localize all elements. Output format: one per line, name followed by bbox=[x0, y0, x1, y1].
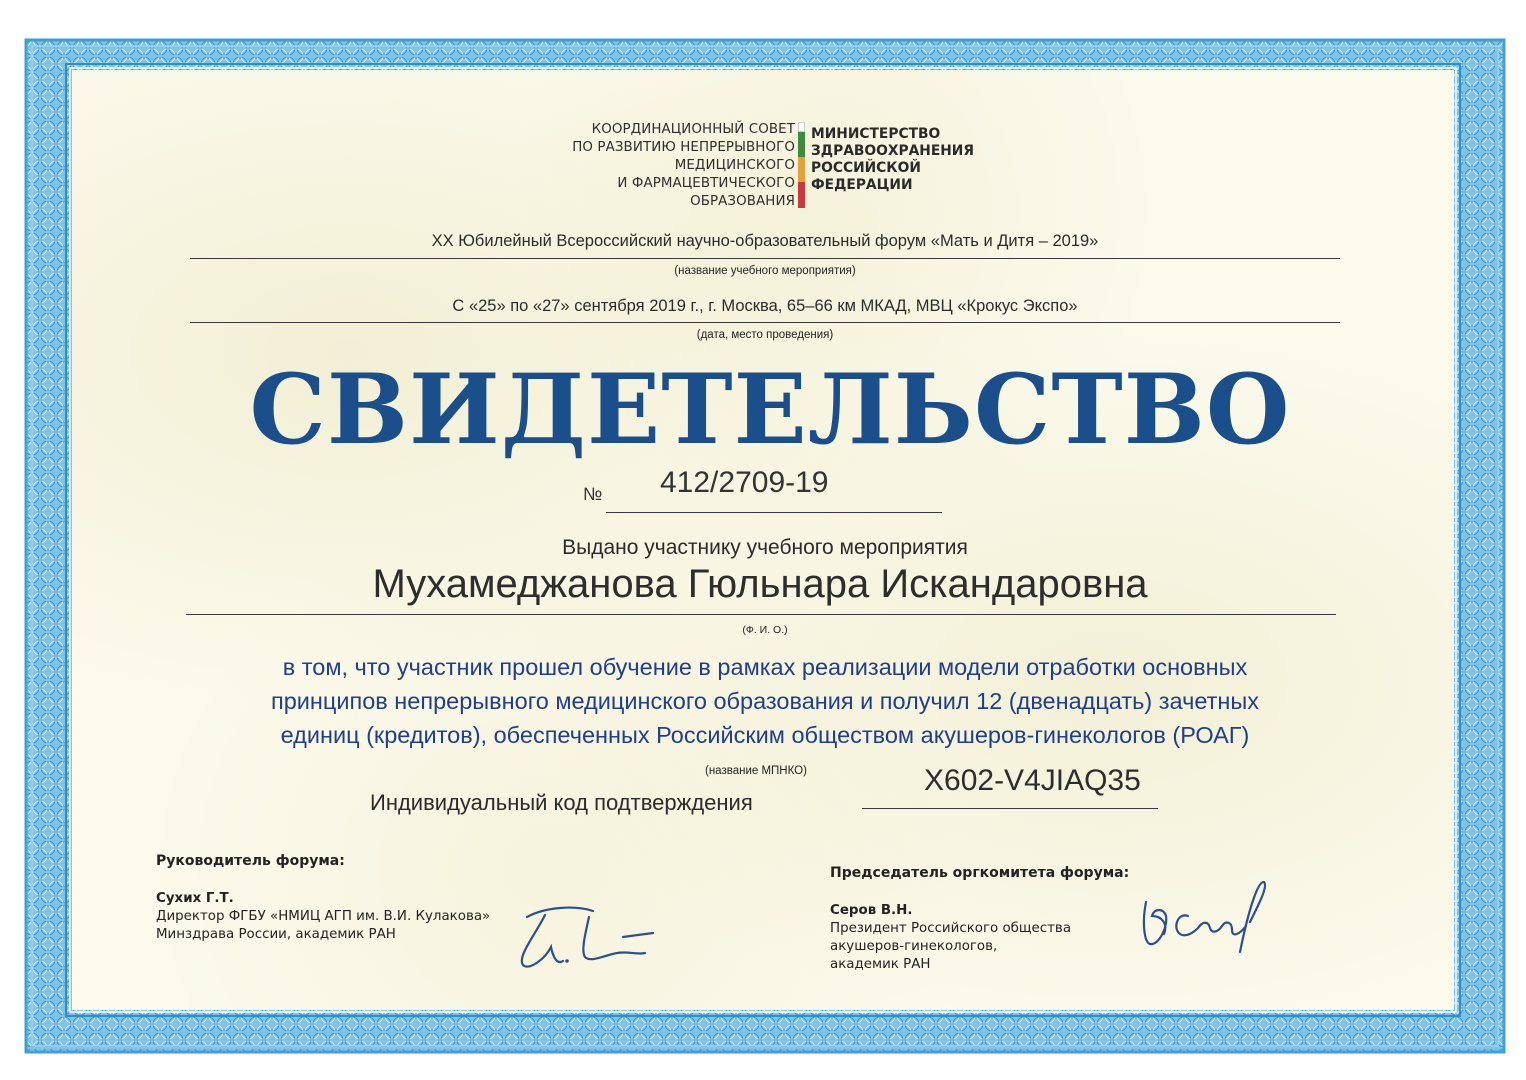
ministry-line: МИНИСТЕРСТВО bbox=[811, 126, 941, 142]
right-signature-icon bbox=[1128, 872, 1278, 962]
council-line: МЕДИЦИНСКОГО bbox=[674, 158, 795, 173]
ministry-line: ЗДРАВООХРАНЕНИЯ bbox=[811, 143, 974, 159]
event-name-rule bbox=[190, 258, 1340, 259]
issued-to-label: Выдано участнику учебного мероприятия bbox=[562, 536, 968, 559]
left-signature-icon bbox=[505, 895, 665, 975]
number-sign: № bbox=[583, 484, 603, 504]
ministry-line: РОССИЙСКОЙ bbox=[811, 160, 921, 176]
ministry-logo-text bbox=[811, 126, 1011, 194]
council-line: И ФАРМАЦЕВТИЧЕСКОГО bbox=[617, 176, 795, 191]
body-line: единиц (кредитов), обеспеченных Российским обществом акушеров-гинекологов (РОАГ) bbox=[280, 722, 1250, 748]
event-date-place: С «25» по «27» сентября 2019 г., г. Москва, 65–66 км МКАД, МВЦ «Крокус Экспо» bbox=[452, 297, 1078, 315]
flag-stripe-icon bbox=[798, 122, 805, 208]
certificate-number: 412/2709-19 bbox=[660, 466, 829, 499]
right-signatory-position: Президент Российского общества bbox=[830, 921, 1072, 936]
date-place-caption: (дата, место проведения) bbox=[696, 329, 834, 341]
participant-name-caption: (Ф. И. О.) bbox=[742, 624, 788, 636]
confirmation-code-label: Индивидуальный код подтверждения bbox=[370, 790, 753, 815]
left-signatory-name: Сухих Г.Т. bbox=[156, 891, 234, 906]
right-signatory-position: академик РАН bbox=[830, 957, 931, 972]
certificate-title: СВИДЕТЕЛЬСТВО bbox=[249, 353, 1291, 466]
left-signatory-position: Минздрава России, академик РАН bbox=[156, 927, 396, 942]
event-name-caption: (название учебного мероприятия) bbox=[674, 265, 856, 277]
council-line: ПО РАЗВИТИЮ НЕПРЕРЫВНОГО bbox=[572, 140, 795, 155]
council-logo-text bbox=[520, 121, 795, 211]
certificate-number-rule bbox=[606, 512, 942, 513]
right-signatory bbox=[830, 864, 1129, 974]
left-signatory-position: Директор ФГБУ «НМИЦ АГП им. В.И. Кулакова» bbox=[156, 909, 491, 924]
confirmation-code-value: X602-V4JIAQ35 bbox=[924, 764, 1141, 797]
ministry-line: ФЕДЕРАЦИИ bbox=[811, 177, 913, 193]
left-signatory bbox=[156, 852, 490, 944]
right-signatory-position: акушеров-гинекологов, bbox=[830, 939, 998, 954]
date-place-rule bbox=[190, 322, 1340, 323]
right-signatory-name: Серов В.Н. bbox=[830, 903, 913, 918]
mpnko-caption: (название МПНКО) bbox=[705, 765, 807, 777]
participant-name: Мухамеджанова Гюльнара Искандаровна bbox=[372, 562, 1148, 606]
body-line: принципов непрерывного медицинского образования и получил 12 (двенадцать) зачетных bbox=[271, 688, 1259, 714]
body-line: в том, что участник прошел обучение в рамках реализации модели отработки основных bbox=[282, 654, 1248, 680]
event-name: XX Юбилейный Всероссийский научно-образовательный форум «Мать и Дитя – 2019» bbox=[431, 232, 1099, 250]
participant-name-rule bbox=[186, 614, 1336, 615]
confirmation-code-rule bbox=[862, 808, 1158, 809]
council-line: ОБРАЗОВАНИЯ bbox=[690, 194, 795, 209]
certificate-body bbox=[130, 650, 1400, 752]
right-signatory-heading: Председатель оргкомитета форума: bbox=[830, 865, 1130, 881]
left-signatory-heading: Руководитель форума: bbox=[156, 853, 345, 869]
council-line: КООРДИНАЦИОННЫЙ СОВЕТ bbox=[591, 122, 795, 137]
